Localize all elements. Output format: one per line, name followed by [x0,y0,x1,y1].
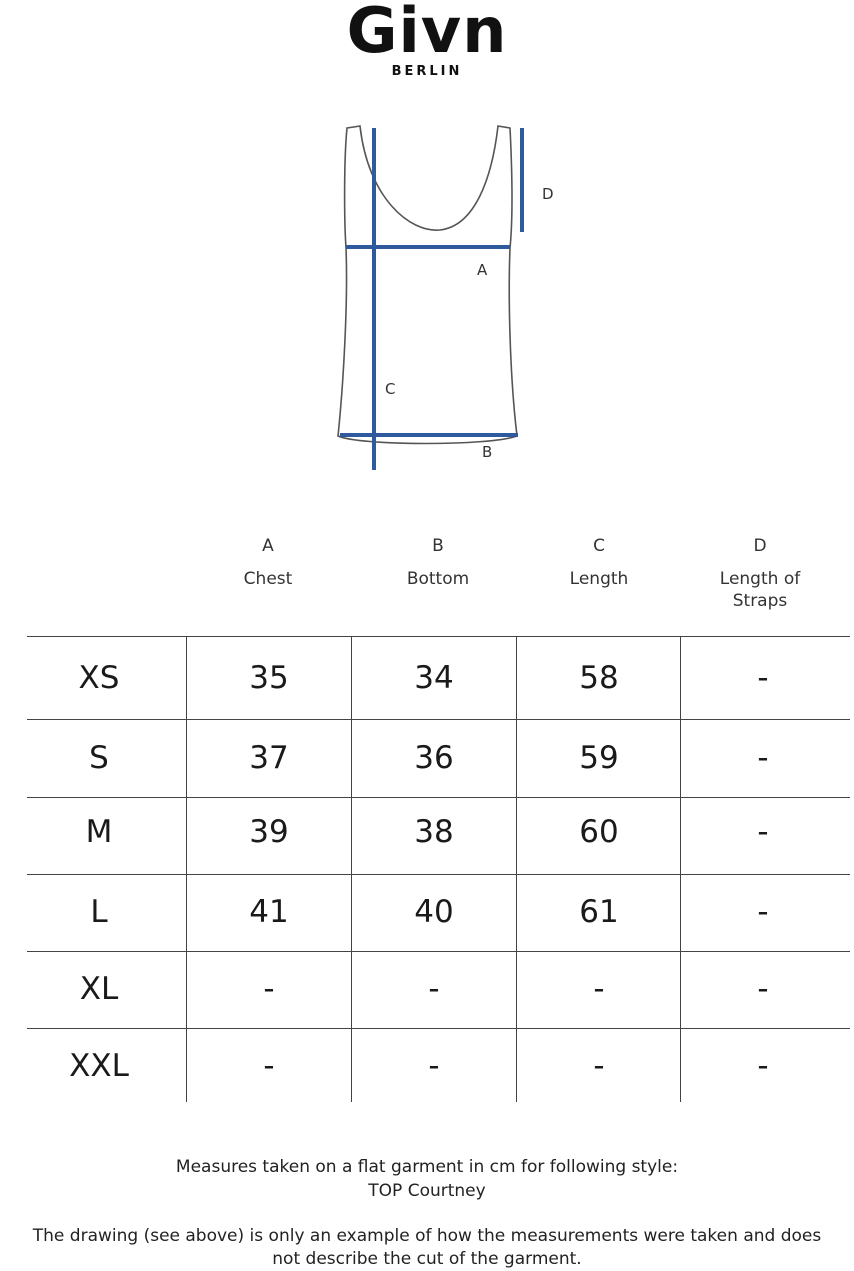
marker-a: A [477,261,488,279]
column-header-length [519,536,679,590]
measurement-lines [340,128,522,470]
bottom-value: 40 [414,894,454,930]
row-divider [27,951,850,952]
tank-top-outline [338,126,517,444]
column-title: Length of Straps [719,569,801,611]
bottom-value: - [428,971,440,1007]
column-divider [186,636,187,1102]
length-value: - [593,971,605,1007]
size-label: XXL [69,1048,129,1084]
chest-value: 39 [249,814,289,850]
strap-value: - [757,1048,769,1084]
disclaimer-line-2: not describe the cut of the garment. [272,1249,582,1269]
bottom-value: - [428,1048,440,1084]
row-divider [27,719,850,720]
chest-value: 41 [249,894,289,930]
size-label: XL [79,971,119,1007]
column-title: Bottom [406,569,470,589]
column-letter: B [432,536,444,556]
marker-b: B [482,443,493,461]
size-label: XS [78,660,120,696]
column-title: Length [569,569,629,589]
brand-logo: Givn [346,0,508,67]
length-value: 60 [579,814,619,850]
row-divider [27,874,850,875]
marker-d: D [542,185,554,203]
column-letter: D [753,536,767,556]
length-value: - [593,1048,605,1084]
column-divider [351,636,352,1102]
row-divider [27,1028,850,1029]
strap-value: - [757,814,769,850]
row-divider [27,797,850,798]
disclaimer-line-1: The drawing (see above) is only an example of how the measurements were taken and does [32,1226,822,1246]
length-value: 58 [579,660,619,696]
strap-value: - [757,971,769,1007]
column-letter: A [262,536,274,556]
column-title: Chest [243,569,293,589]
garment-diagram [330,118,570,478]
brand-subtitle: BERLIN [391,64,463,79]
size-label: S [89,740,109,776]
column-letter: C [593,536,605,556]
measurement-note: Measures taken on a flat garment in cm for following style: [175,1157,679,1177]
bottom-value: 36 [414,740,454,776]
size-label: L [90,894,108,930]
strap-value: - [757,894,769,930]
style-name: TOP Courtney [368,1181,486,1201]
chest-value: - [263,1048,275,1084]
column-divider [680,636,681,1102]
length-value: 59 [579,740,619,776]
table-border [27,636,850,637]
column-header-chest [188,536,348,590]
length-value: 61 [579,894,619,930]
bottom-value: 38 [414,814,454,850]
strap-value: - [757,740,769,776]
size-label: M [85,814,113,850]
column-header-bottom [358,536,518,590]
strap-value: - [757,660,769,696]
column-divider [516,636,517,1102]
bottom-value: 34 [414,660,454,696]
column-header-strap-length [680,536,840,612]
chest-value: 35 [249,660,289,696]
chest-value: 37 [249,740,289,776]
marker-c: C [385,380,396,398]
chest-value: - [263,971,275,1007]
